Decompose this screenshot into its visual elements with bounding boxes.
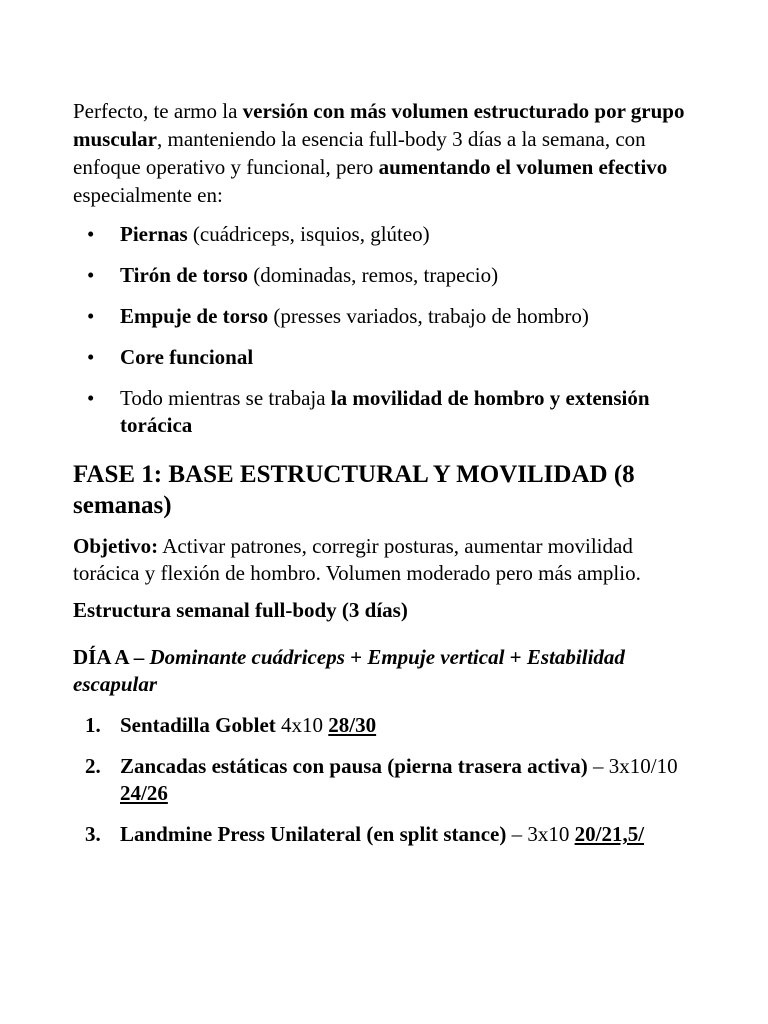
- day-focus-3: Estabilidad escapular: [73, 645, 625, 696]
- bullet-bold: Piernas: [120, 222, 188, 246]
- objective-text: Activar patrones, corregir posturas, aumentar movilidad torácica y flexión de hombro. Volumen moderado pero más amplio.: [73, 534, 641, 585]
- intro-text-1: Perfecto, te armo la: [73, 99, 243, 123]
- bullet-dot-icon: •: [87, 345, 95, 369]
- exercise-weights: 20/21,5/: [574, 822, 645, 846]
- intro-bold-1: versión con más volumen estructurado por grupo muscular: [73, 99, 685, 151]
- bullet-text: Todo mientras se trabaja: [120, 386, 331, 410]
- objective-label: Objetivo:: [73, 534, 159, 558]
- exercise-item: [73, 753, 703, 807]
- exercise-detail: 4x10: [275, 713, 329, 737]
- bullet-item: [73, 344, 703, 371]
- bullet-text: (dominadas, remos, trapecio): [247, 263, 499, 287]
- bullet-dot-icon: •: [87, 222, 95, 246]
- weekly-structure-heading: Estructura semanal full-body (3 días): [73, 598, 408, 622]
- document-page: [73, 97, 703, 862]
- bullet-text: (presses variados, trabajo de hombro): [268, 304, 589, 328]
- day-separator: +: [504, 645, 527, 669]
- day-focus-1: Dominante cuádriceps: [149, 645, 345, 669]
- focus-bullet-list: [73, 221, 703, 439]
- bullet-text: (cuádriceps, isquios, glúteo): [187, 222, 430, 246]
- bullet-item: [73, 385, 703, 439]
- day-focus-2: Empuje vertical: [367, 645, 505, 669]
- bullet-bold: Empuje de torso: [120, 304, 269, 328]
- bullet-dot-icon: •: [87, 386, 95, 410]
- bullet-bold: Tirón de torso: [120, 263, 248, 287]
- day-separator: +: [344, 645, 368, 669]
- exercise-list: [73, 712, 703, 848]
- exercise-weights: 28/30: [328, 713, 377, 737]
- day-title: [73, 644, 703, 698]
- exercise-weights: 24/26: [120, 781, 168, 805]
- phase-title: FASE 1: BASE ESTRUCTURAL Y MOVILIDAD (8 semanas): [73, 461, 635, 519]
- bullet-item: [73, 221, 703, 248]
- exercise-number: 3.: [85, 822, 101, 846]
- exercise-item: [73, 821, 703, 848]
- exercise-name: Landmine Press Unilateral (en split stance): [120, 822, 507, 846]
- exercise-item: [73, 712, 703, 739]
- bullet-item: [73, 303, 703, 330]
- intro-bold-2: aumentando el volumen efectivo: [378, 155, 668, 179]
- day-prefix: DÍA A –: [73, 645, 150, 669]
- phase-objective: [73, 533, 703, 587]
- bullet-bold: la movilidad de hombro y extensión torácica: [120, 386, 650, 437]
- exercise-name: Zancadas estáticas con pausa (pierna trasera activa): [120, 754, 588, 778]
- exercise-detail: – 3x10: [506, 822, 575, 846]
- exercise-number: 1.: [85, 713, 101, 737]
- bullet-dot-icon: •: [87, 263, 95, 287]
- intro-paragraph: [73, 97, 703, 209]
- exercise-number: 2.: [85, 754, 101, 778]
- exercise-detail: – 3x10/10: [587, 754, 678, 778]
- intro-text-3: especialmente en:: [73, 183, 223, 207]
- bullet-dot-icon: •: [87, 304, 95, 328]
- exercise-name: Sentadilla Goblet: [120, 713, 276, 737]
- bullet-bold: Core funcional: [120, 345, 254, 369]
- intro-text-2: , manteniendo la esencia full-body 3 días a la semana, con enfoque operativo y funcional, pero: [73, 127, 646, 179]
- bullet-item: [73, 262, 703, 289]
